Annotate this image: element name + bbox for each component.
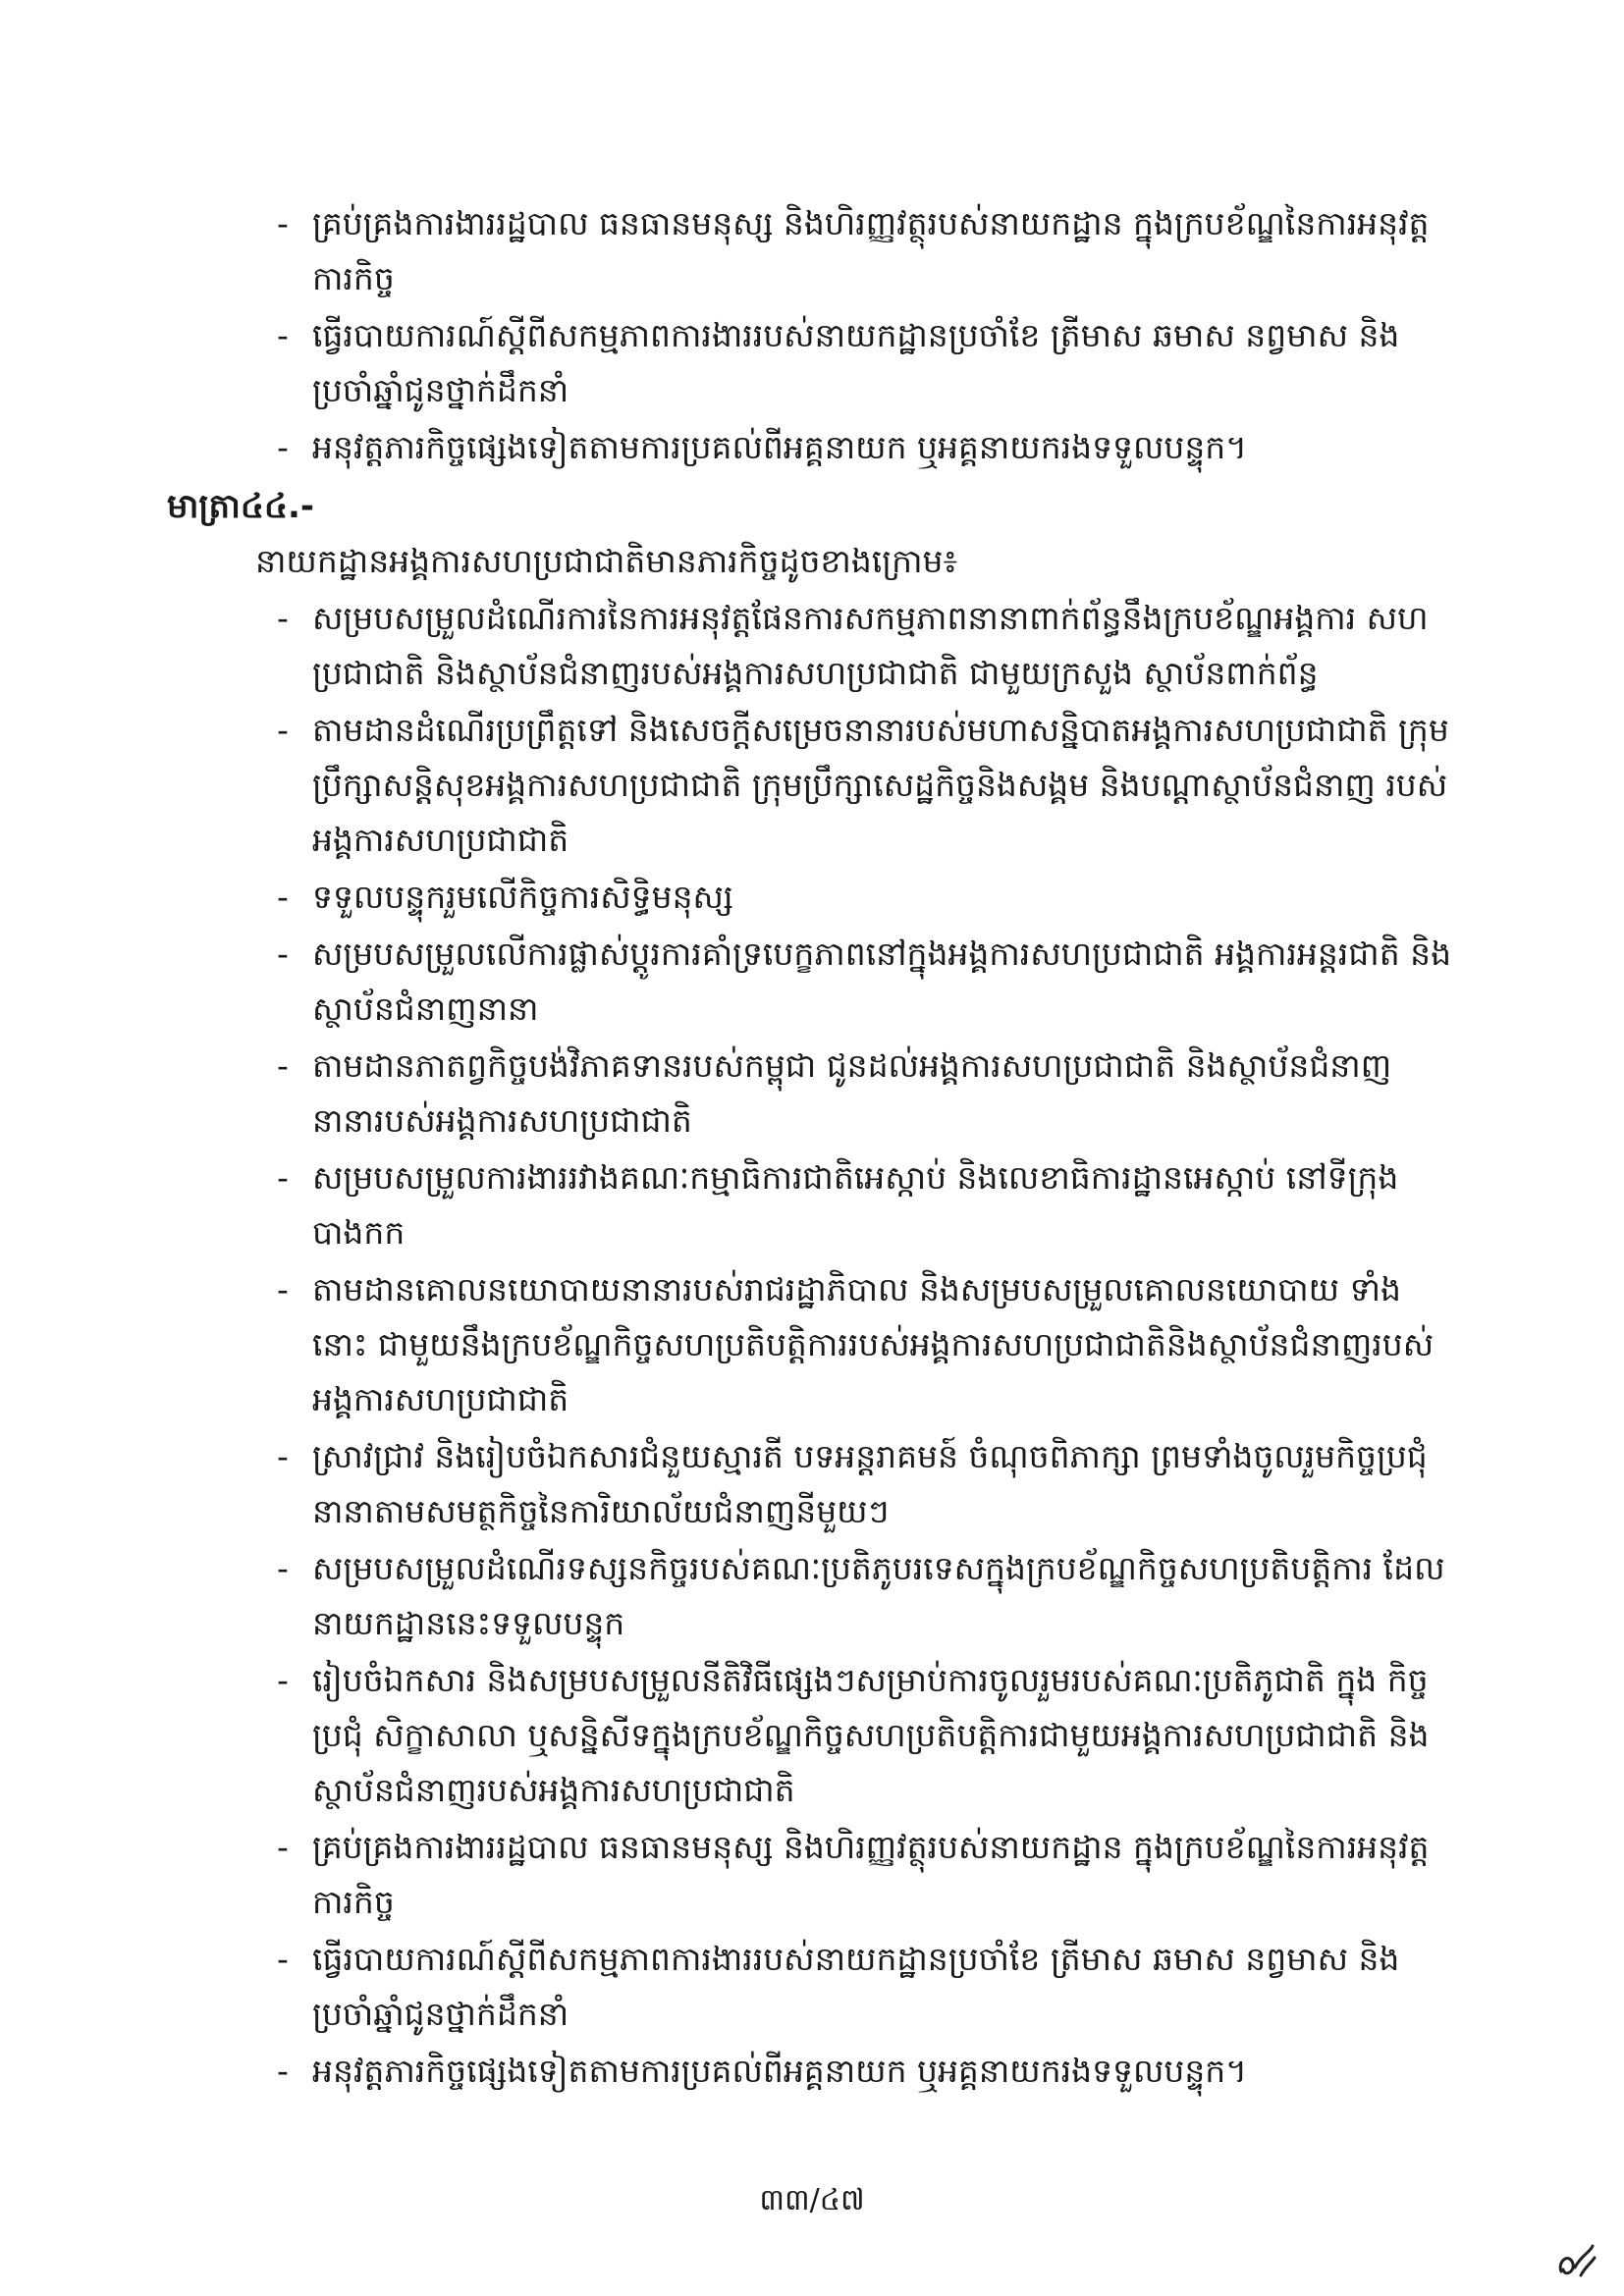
list-item bbox=[277, 1932, 1453, 2042]
list-item-text: តាមដានដំណើរប្រព្រឹត្តទៅ និងសេចក្តីសម្រេចនានារបស់មហាសន្និបាតអង្គការសហប្រជាជាតិ ក្រុមប្រឹក្សាសន្តិសុខអង្គការសហប្រជាជាតិ ក្រុមប្រឹក្សាសេដ្ឋកិច្ចនិងសង្គម និងបណ្តាស្ថាប័នជំនាញ របស់អង្គការសហប្រជាជាតិ bbox=[312, 711, 1449, 859]
bullet-dash: - bbox=[277, 1270, 289, 1308]
list-item bbox=[277, 308, 1453, 418]
bullet-dash: - bbox=[277, 2052, 289, 2090]
list-item-text: អនុវត្តភារកិច្ចផ្សេងទៀតតាមការប្រគល់ពីអគ្គនាយក ឬអគ្គនាយករងទទួលបន្ទុក។ bbox=[312, 428, 1247, 466]
list-item bbox=[277, 1262, 1453, 1427]
list-item-text: សម្របសម្រួលដំណើរទស្សនកិច្ចរបស់គណៈប្រតិភូបរទេសក្នុងក្របខ័ណ្ឌកិច្ចសហប្រតិបត្តិការ ដែលនាយកដ្ឋាននេះទទួលបន្ទុក bbox=[312, 1549, 1445, 1642]
bullet-dash: - bbox=[277, 1437, 289, 1475]
article-intro: នាយកដ្ឋានអង្គការសហប្រជាជាតិមានភារកិច្ចដូចខាងក្រោម៖ bbox=[255, 542, 957, 580]
list-item bbox=[277, 703, 1453, 868]
list-item-text: សម្របសម្រួលការងាររវាងគណៈកម្មាធិការជាតិអេស្កាប់ និងលេខាធិការដ្ឋានអេស្កាប់ នៅទីក្រុង បាងកក bbox=[312, 1158, 1399, 1252]
bullet-dash: - bbox=[277, 1661, 289, 1699]
list-item bbox=[277, 1653, 1453, 1818]
list-item bbox=[277, 1150, 1453, 1260]
document-body bbox=[167, 196, 1453, 2101]
bullet-dash: - bbox=[277, 711, 289, 749]
list-item bbox=[277, 870, 1453, 925]
bullet-dash: - bbox=[277, 934, 289, 973]
list-item-text: ធ្វើរបាយការណ៍ស្តីពីសកម្មភាពការងាររបស់នាយកដ្ឋានប្រចាំខែ ត្រីមាស ឆមាស នព្វមាស និង ប្រចាំឆ្នាំជូនថ្នាក់ដឹកនាំ bbox=[312, 316, 1400, 409]
list-item bbox=[277, 196, 1453, 306]
bullet-dash: - bbox=[277, 1046, 289, 1085]
article-heading: មាត្រា៤៤.- bbox=[167, 487, 315, 526]
bullet-dash: - bbox=[277, 316, 289, 354]
list-item-text: រៀបចំឯកសារ និងសម្របសម្រួលនីតិវិធីផ្សេងៗសម្រាប់ការចូលរួមរបស់គណៈប្រតិភូជាតិ ក្នុង កិច្ចប្រជុំ សិក្ខាសាលា ឬសន្និសីទក្នុងក្របខ័ណ្ឌកិច្ចសហប្រតិបត្តិការជាមួយអង្គការសហប្រជាជាតិ និងស្ថាប័នជំនាញរបស់អង្គការសហប្រជាជាតិ bbox=[312, 1661, 1430, 1809]
list-item bbox=[277, 420, 1453, 475]
bullet-dash: - bbox=[277, 1940, 289, 1978]
list-item bbox=[277, 1429, 1453, 1539]
list-item bbox=[277, 1541, 1453, 1651]
page-number: ៣៣/៤៧ bbox=[759, 2183, 865, 2217]
list-item-text: សម្របសម្រួលលើការផ្លាស់ប្តូរការគាំទ្របេក្ខភាពនៅក្នុងអង្គការសហប្រជាជាតិ អង្គការអន្តរជាតិ និងស្ថាប័នជំនាញនានា bbox=[312, 934, 1452, 1028]
list-item bbox=[277, 591, 1453, 701]
bullet-dash: - bbox=[277, 428, 289, 466]
list-item-text: ធ្វើរបាយការណ៍ស្តីពីសកម្មភាពការងាររបស់នាយកដ្ឋានប្រចាំខែ ត្រីមាស ឆមាស នព្វមាស និង ប្រចាំឆ្នាំជូនថ្នាក់ដឹកនាំ bbox=[312, 1940, 1400, 2033]
list-item bbox=[277, 927, 1453, 1037]
bullet-dash: - bbox=[277, 204, 289, 242]
handwritten-initial-mark bbox=[1551, 2238, 1600, 2287]
list-item-text: តាមដានគោលនយោបាយនានារបស់រាជរដ្ឋាភិបាល និងសម្របសម្រួលគោលនយោបាយ ទាំងនោះ ជាមួយនឹងក្របខ័ណ្ឌកិច្ចសហប្រតិបត្តិការរបស់អង្គការសហប្រជាជាតិនិងស្ថាប័នជំនាញរបស់ អង្គការសហប្រជាជាតិ bbox=[312, 1270, 1435, 1418]
list-item bbox=[277, 1039, 1453, 1148]
list-item-text: តាមដានភាតព្វកិច្ចបង់វិភាគទានរបស់កម្ពុជា ជូនដល់អង្គការសហប្រជាជាតិ និងស្ថាប័នជំនាញ នានារបស់អង្គការសហប្រជាជាតិ bbox=[312, 1046, 1392, 1140]
list-item-text: ស្រាវជ្រាវ និងរៀបចំឯកសារជំនួយស្មារតី បទអន្តរាគមន៍ ចំណុចពិភាក្សា ព្រមទាំងចូលរួមកិច្ចប្រជុំ នានាតាមសមត្ថកិច្ចនៃការិយាល័យជំនាញនីមួយៗ bbox=[312, 1437, 1428, 1530]
list-item-text: គ្រប់គ្រងការងាររដ្ឋបាល ធនធានមនុស្ស និងហិរញ្ញវត្ថុរបស់នាយកដ្ឋាន ក្នុងក្របខ័ណ្ឌនៃការអនុវត្ត ការកិច្ច bbox=[312, 1828, 1430, 1921]
list-item-text: សម្របសម្រួលដំណើរការនៃការអនុវត្តផែនការសកម្មភាពនានាពាក់ព័ន្ធនឹងក្របខ័ណ្ឌអង្គការ សហប្រជាជាតិ និងស្ថាប័នជំនាញរបស់អង្គការសហប្រជាជាតិ ជាមួយក្រសួង ស្ថាប័នពាក់ព័ន្ធ bbox=[312, 599, 1429, 692]
list-item-text: អនុវត្តភារកិច្ចផ្សេងទៀតតាមការប្រគល់ពីអគ្គនាយក ឬអគ្គនាយករងទទួលបន្ទុក។ bbox=[312, 2052, 1247, 2090]
bullet-dash: - bbox=[277, 1549, 289, 1587]
list-item-text: គ្រប់គ្រងការងាររដ្ឋបាល ធនធានមនុស្ស និងហិរញ្ញវត្ថុរបស់នាយកដ្ឋាន ក្នុងក្របខ័ណ្ឌនៃការអនុវត្ត ការកិច្ច bbox=[312, 204, 1430, 297]
bullet-dash: - bbox=[277, 1158, 289, 1197]
list-item-text: ទទួលបន្ទុករួមលើកិច្ចការសិទ្ធិមនុស្ស bbox=[312, 878, 733, 916]
bullet-dash: - bbox=[277, 878, 289, 916]
bullet-dash: - bbox=[277, 1828, 289, 1866]
list-item bbox=[277, 1820, 1453, 1930]
list-item bbox=[277, 2044, 1453, 2099]
bullet-dash: - bbox=[277, 599, 289, 637]
